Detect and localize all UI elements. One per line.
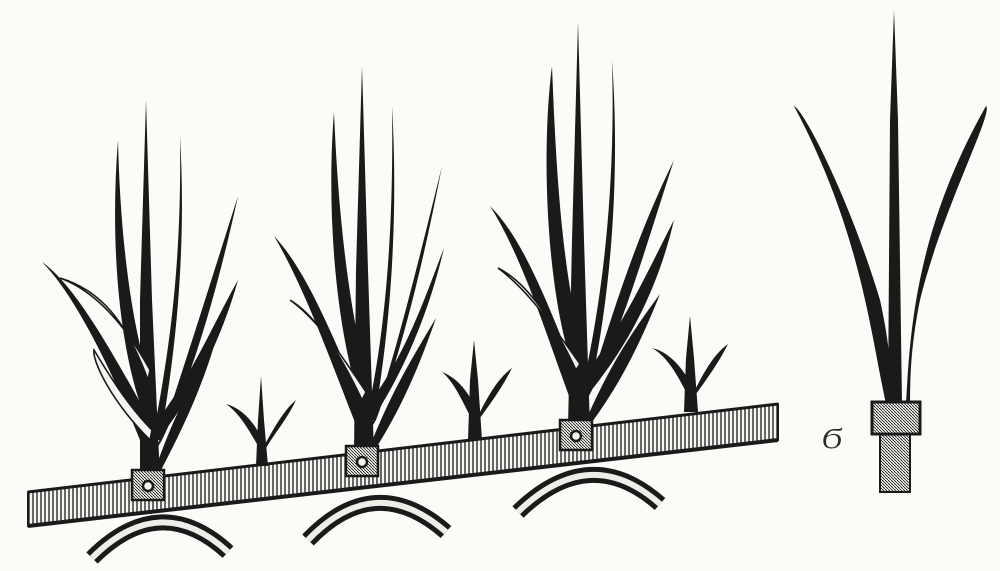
support-arch-2 [308,503,446,540]
support-arch-3 [518,475,660,512]
leaf-spike-small-1 [226,376,296,466]
leaf-spike-large-2 [274,66,444,454]
leaf-spike-small-2 [442,340,512,440]
leaf-spike-large-3 [490,22,674,428]
rail-collar-2 [346,446,378,476]
support-arch-1 [92,522,228,558]
rail-collar-1 [132,470,164,500]
figure-caption-label: Ϭ [822,422,842,455]
rail-collar-3 [560,420,592,450]
leaf-spike-large-1 [42,100,238,478]
side-elevation-detail [794,10,987,492]
leaf-spike-small-3 [652,316,728,412]
